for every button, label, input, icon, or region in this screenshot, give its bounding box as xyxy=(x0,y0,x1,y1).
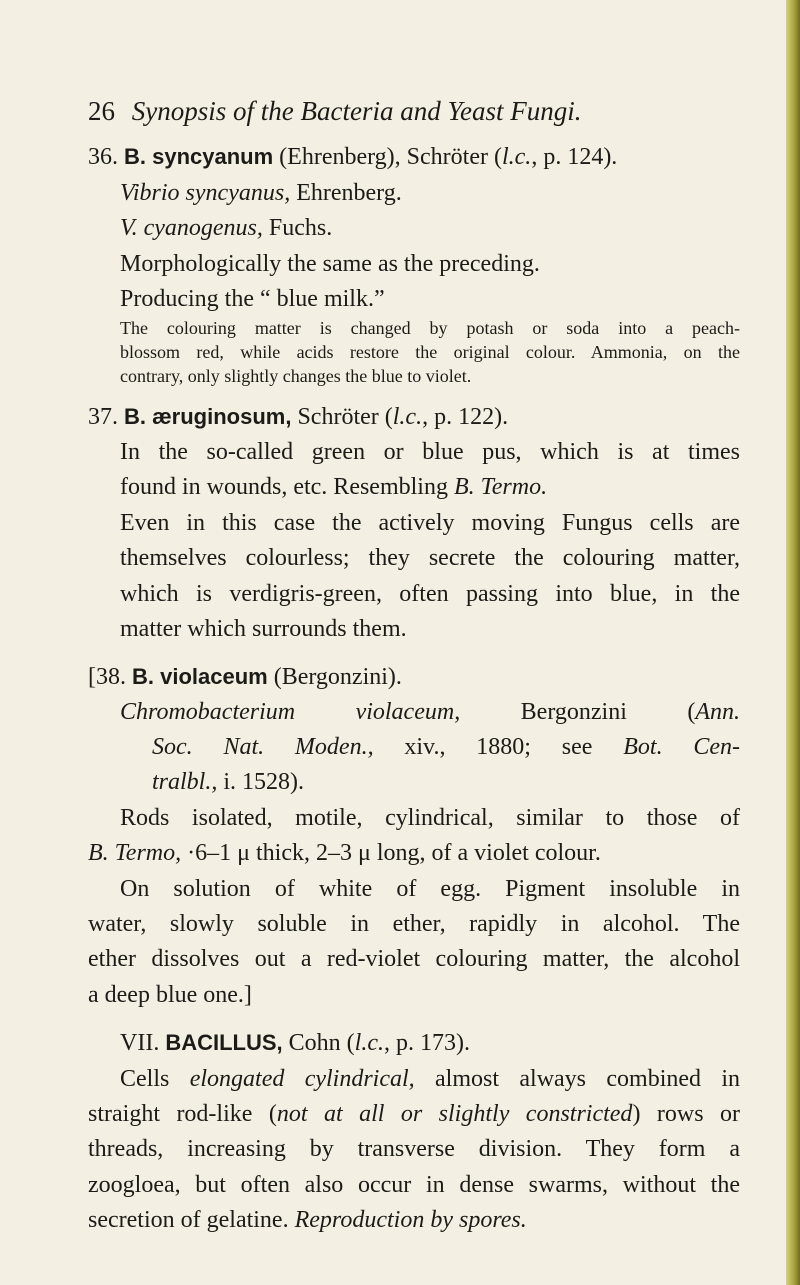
body-line: Even in this case the actively moving Fungus cells are xyxy=(120,510,740,536)
note-line: blossom red, while acids restore the original colour. Ammonia, on the xyxy=(120,342,740,362)
note-line: contrary, only slightly changes the blue to violet. xyxy=(120,366,472,386)
body-line: zoogloea, but often also occur in dense swarms, without the xyxy=(88,1172,740,1198)
body-line: On solution of white of egg. Pigment insoluble in xyxy=(120,876,740,902)
entry-number: 36. xyxy=(88,144,118,170)
species-name: B. æruginosum, xyxy=(124,404,292,429)
species-author: Schröter ( xyxy=(297,404,393,430)
running-header xyxy=(88,96,581,126)
body-line: straight rod-like (not at all or slightly constricted) rows or xyxy=(88,1101,740,1127)
body-line: a deep blue one.] xyxy=(88,982,252,1008)
note-line: The colouring matter is changed by potash or soda into a peach- xyxy=(120,318,740,338)
genus-name: BACILLUS, xyxy=(165,1030,283,1055)
genus-author: Cohn ( xyxy=(288,1030,355,1056)
synonym-line: Soc. Nat. Moden., xiv., 1880; see Bot. Cen- xyxy=(152,734,741,760)
species-name: B. violaceum xyxy=(132,664,268,689)
body-line: Rods isolated, motile, cylindrical, similar to those of xyxy=(120,805,740,831)
page-number: 26 xyxy=(88,96,115,126)
synonym-line: Chromobacterium violaceum, Bergonzini (Ann. xyxy=(120,699,741,725)
body-line: threads, increasing by transverse division. They form a xyxy=(88,1136,740,1162)
species-name: B. syncyanum xyxy=(124,144,274,169)
body-line: B. Termo, ·6–1 μ thick, 2–3 μ long, of a violet colour. xyxy=(88,840,601,866)
body-line: matter which surrounds them. xyxy=(120,616,407,642)
body-line: Producing the “ blue milk.” xyxy=(120,286,385,312)
entry-37-heading: 37. B. æruginosum, Schröter (l.c., p. 122). xyxy=(88,404,509,430)
synonym-line: V. cyanogenus, Fuchs. xyxy=(120,215,333,241)
body-line: water, slowly soluble in ether, rapidly in alcohol. The xyxy=(88,911,740,937)
species-author: (Bergonzini). xyxy=(273,664,402,690)
genus-number: VII. xyxy=(120,1030,160,1056)
body-line: themselves colourless; they secrete the colouring matter, xyxy=(120,545,740,571)
synonym-line: Vibrio syncyanus, Ehrenberg. xyxy=(120,180,402,206)
body-line: Cells elongated cylindrical, almost always combined in xyxy=(120,1066,741,1092)
entry-number: [38. xyxy=(88,664,126,690)
page-edge xyxy=(786,0,800,1285)
entry-38-heading xyxy=(88,662,402,692)
running-title: Synopsis of the Bacteria and Yeast Fungi. xyxy=(131,96,582,126)
synonym-line: tralbl., i. 1528). xyxy=(152,769,305,795)
body-line: ether dissolves out a red-violet colouring matter, the alcohol xyxy=(88,946,740,972)
species-author: (Ehrenberg), Schröter xyxy=(279,144,488,170)
body-line: secretion of gelatine. Reproduction by spores. xyxy=(88,1207,527,1233)
body-line: which is verdigris-green, often passing into blue, in the xyxy=(120,581,740,607)
entry-number: 37. xyxy=(88,404,118,430)
entry-36-heading: 36. B. syncyanum (Ehrenberg), Schröter (l.c., p. 124). xyxy=(88,144,618,170)
body-line: Morphologically the same as the preceding. xyxy=(120,251,540,277)
body-line: found in wounds, etc. Resembling B. Termo. xyxy=(120,474,548,500)
body-line: In the so-called green or blue pus, which is at times xyxy=(120,439,740,465)
genus-heading: VII. BACILLUS, Cohn (l.c., p. 173). xyxy=(120,1030,470,1056)
